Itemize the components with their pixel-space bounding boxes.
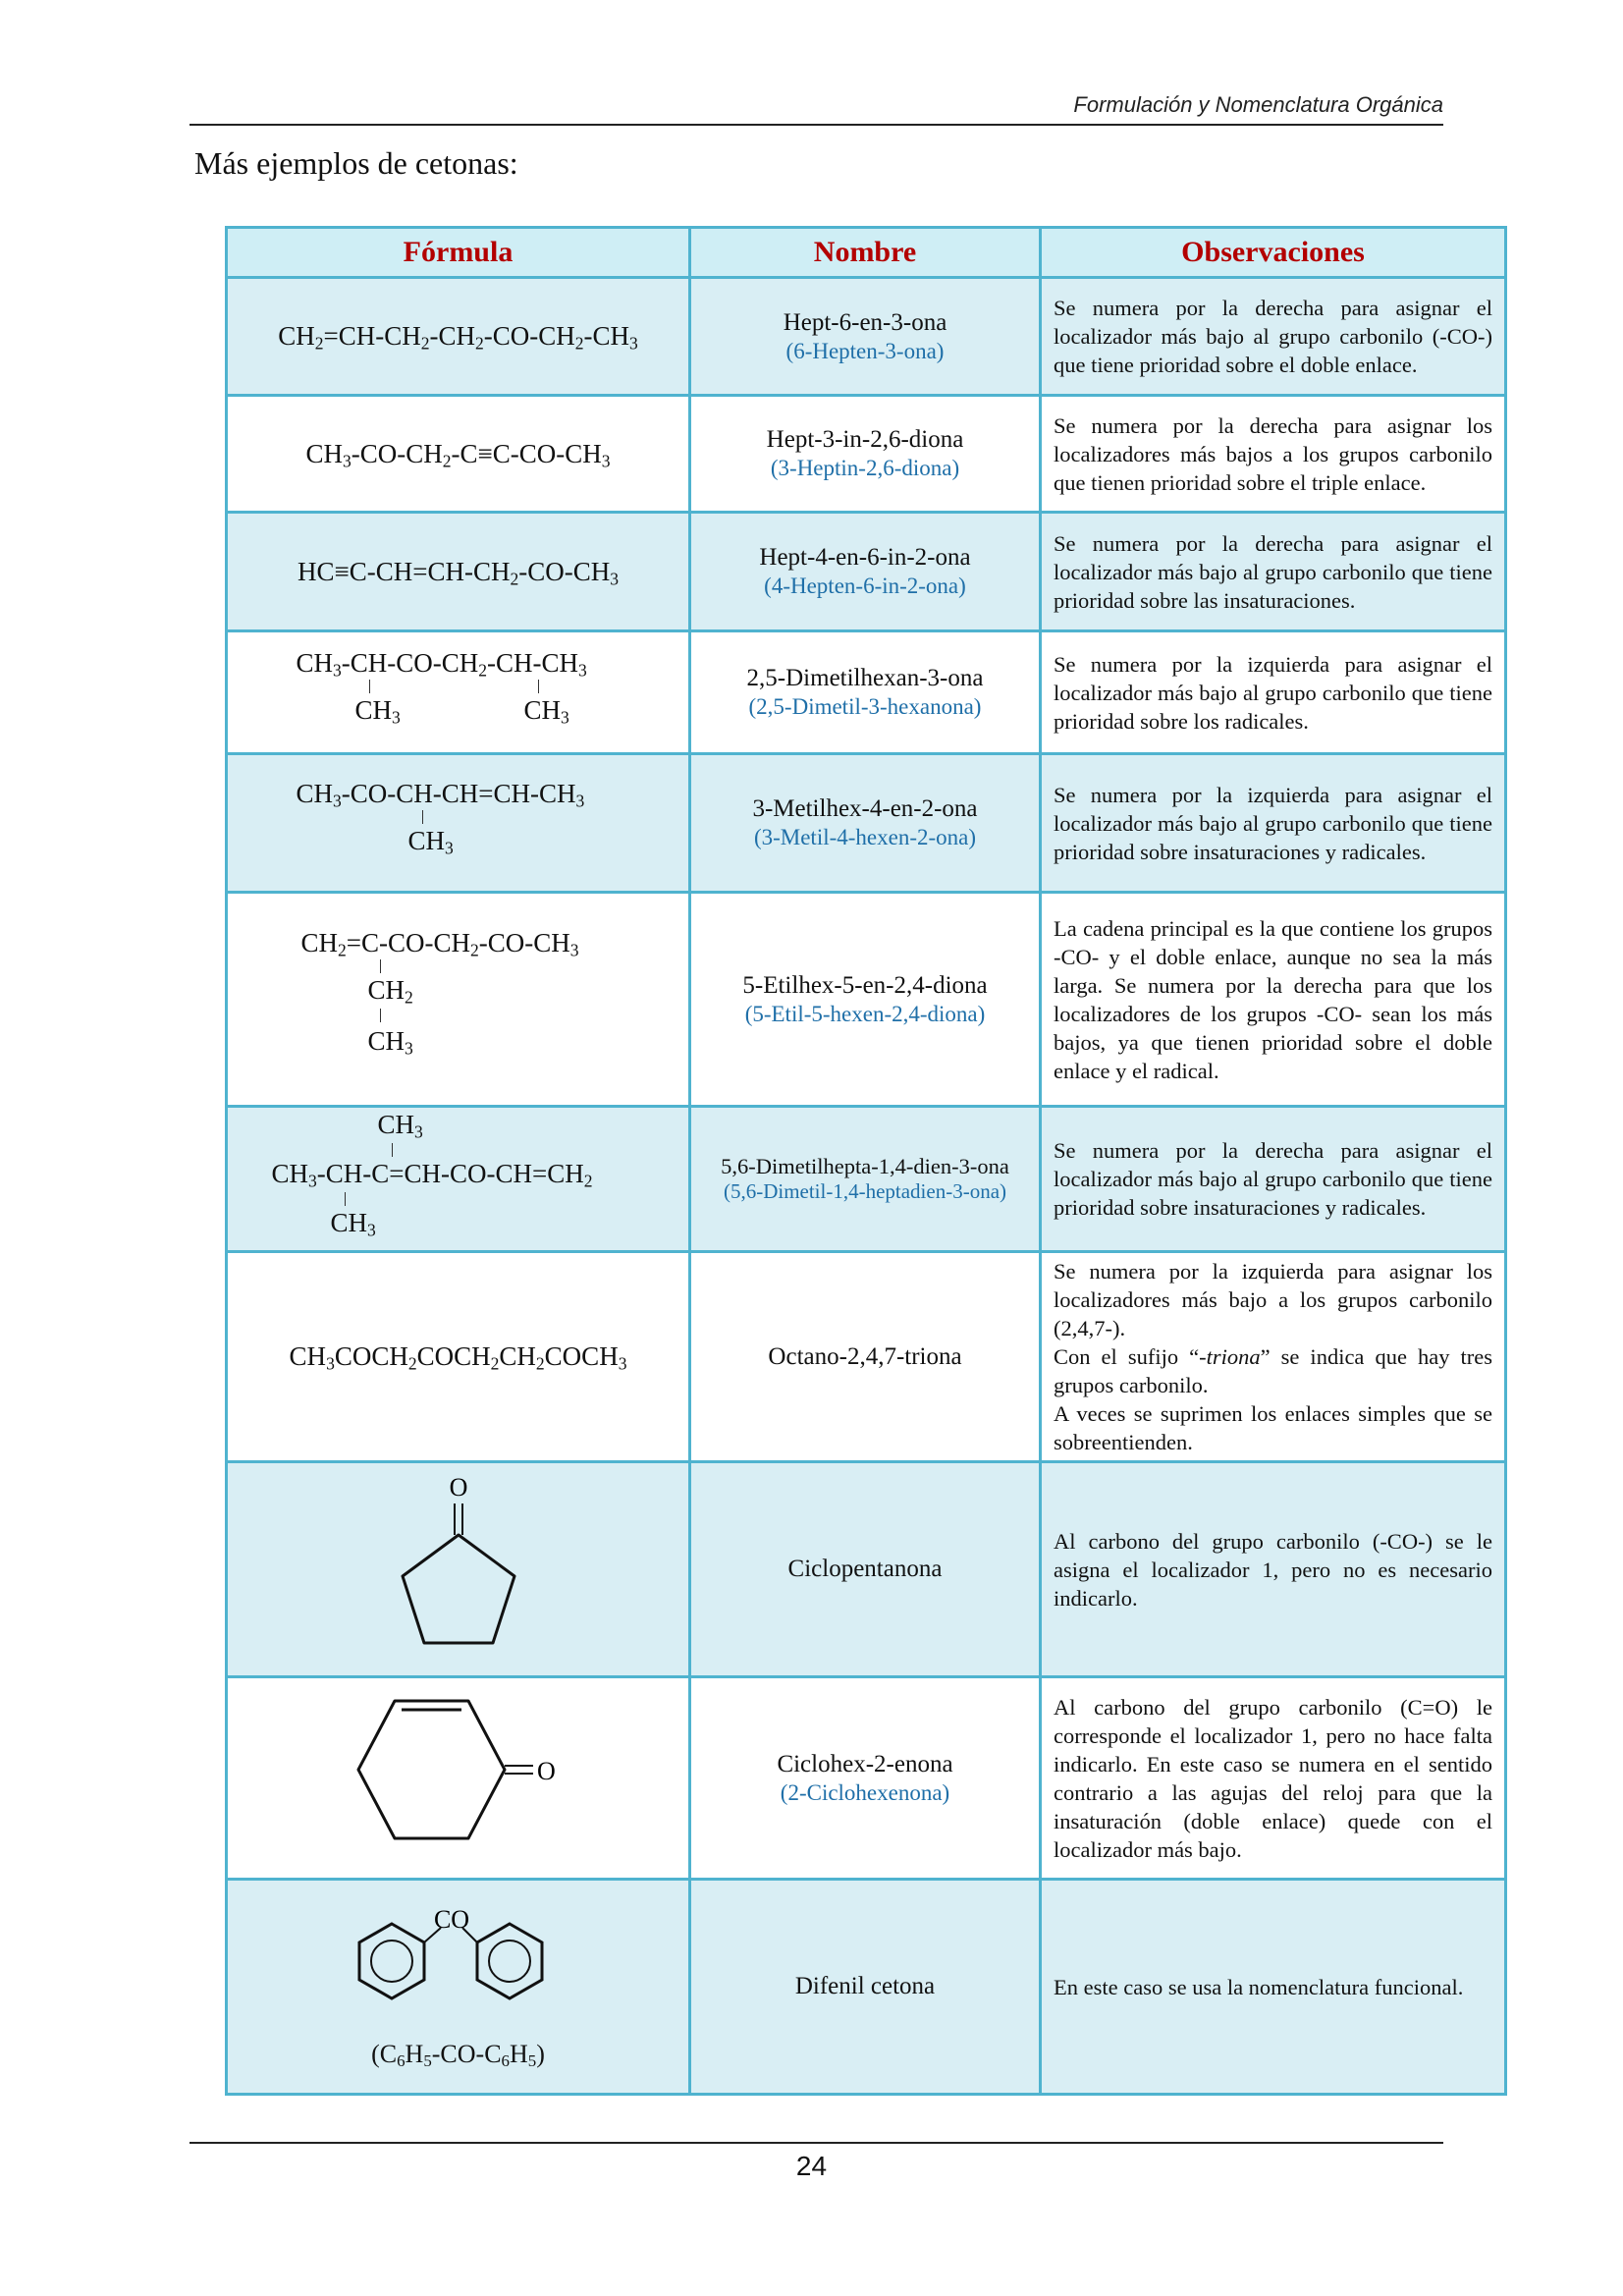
cyclopentanone-structure bbox=[360, 1468, 557, 1665]
footer-rule bbox=[189, 2142, 1443, 2144]
table-header-row bbox=[227, 228, 1506, 278]
formula-cell bbox=[227, 1677, 690, 1880]
iupac-name: 3-Metilhex-4-en-2-ona bbox=[752, 795, 978, 823]
iupac-name: Hept-4-en-6-in-2-ona bbox=[759, 544, 971, 572]
structural-formula: $CH_3-CH-CO-CH_2-CH-CH_3$ $CH_3$ $CH_3$ bbox=[296, 647, 587, 727]
oxygen-label: O bbox=[449, 1472, 467, 1502]
name-cell bbox=[690, 396, 1041, 513]
observation-cell: En este caso se usa la nomenclatura funcional. bbox=[1041, 1880, 1506, 2095]
observation-cell: Al carbono del grupo carbonilo (-CO-) se le asigna el localizador 1, pero no es necesario indicarlo. bbox=[1041, 1462, 1506, 1677]
alt-name: (4-Hepten-6-in-2-ona) bbox=[764, 574, 966, 599]
table-row bbox=[227, 1252, 1506, 1462]
name-cell bbox=[690, 1880, 1041, 2095]
oxygen-label: O bbox=[536, 1757, 556, 1785]
observation-cell: Se numera por la derecha para asignar el localizador más bajo al grupo carbonilo (-CO-) que tiene prioridad sobre el doble enlace. bbox=[1041, 278, 1506, 396]
structural-formula: $CH_2=C-CO-CH_2-CO-CH_3$ $CH_2$ $CH_3$ bbox=[300, 927, 579, 1058]
iupac-name: 5,6-Dimetilhepta-1,4-dien-3-ona bbox=[721, 1154, 1009, 1179]
section-intro: Más ejemplos de cetonas: bbox=[194, 145, 518, 181]
iupac-name: Hept-6-en-3-ona bbox=[783, 308, 947, 336]
table-row bbox=[227, 513, 1506, 631]
formula-cell bbox=[227, 893, 690, 1107]
observation-line: Con el sufijo “ bbox=[1054, 1344, 1200, 1369]
alt-name: (2,5-Dimetil-3-hexanona) bbox=[748, 694, 982, 720]
page-number: 24 bbox=[795, 2151, 828, 2181]
name-cell bbox=[690, 1677, 1041, 1880]
table-row bbox=[227, 1462, 1506, 1677]
suffix-italic: -triona bbox=[1199, 1344, 1261, 1369]
observation-cell: Se numera por la derecha para asignar el localizador más bajo al grupo carbonilo que tiene prioridad sobre insaturaciones y radicales. bbox=[1041, 1107, 1506, 1252]
structural-formula: $CH_2=CH-CH_2-CH_2-CO-CH_2-CH_3$ bbox=[278, 321, 638, 354]
formula-cell bbox=[227, 631, 690, 754]
table-row bbox=[227, 1107, 1506, 1252]
ketones-table bbox=[225, 226, 1507, 2096]
formula-cell bbox=[227, 1107, 690, 1252]
iupac-name: 5-Etilhex-5-en-2,4-diona bbox=[742, 971, 988, 999]
name-cell bbox=[690, 754, 1041, 893]
formula-cell bbox=[227, 1880, 690, 2095]
name-cell bbox=[690, 1252, 1041, 1462]
header-observations: Observaciones bbox=[1041, 228, 1506, 278]
carbonyl-label: CO bbox=[433, 1905, 469, 1934]
name-cell bbox=[690, 513, 1041, 631]
table-row bbox=[227, 754, 1506, 893]
name-cell bbox=[690, 893, 1041, 1107]
name-cell bbox=[690, 1107, 1041, 1252]
structural-formula: $CH_3-CO-CH_2-C\equiv C-CO-CH_3$ bbox=[305, 438, 611, 470]
structural-formula: $CH_3COCH_2COCH_2CH_2COCH_3$ bbox=[289, 1341, 627, 1374]
iupac-name: Hept-3-in-2,6-diona bbox=[766, 426, 964, 454]
iupac-name: 2,5-Dimetilhexan-3-ona bbox=[746, 665, 984, 692]
alt-name: (3-Heptin-2,6-diona) bbox=[770, 456, 960, 481]
observation-cell: Al carbono del grupo carbonilo (C=O) le corresponde el localizador 1, pero no hace falta indicarlo. En este caso se numera en el sentido contrario a las agujas del reloj para que la insaturación (doble enlace) quede con el localizador más bajo. bbox=[1041, 1677, 1506, 1880]
name-cell bbox=[690, 278, 1041, 396]
header-formula: Fórmula bbox=[227, 228, 690, 278]
observation-line: A veces se suprimen los enlaces simples que se sobreentienden. bbox=[1054, 1401, 1492, 1454]
table-row bbox=[227, 631, 1506, 754]
structural-formula: $CH_3$ $CH_3-CH-C=CH-CO-CH=CH_2$ $CH_3$ bbox=[271, 1110, 593, 1240]
benzophenone-structure bbox=[351, 1904, 567, 2012]
name-cell bbox=[690, 1462, 1041, 1677]
observation-cell bbox=[1041, 1252, 1506, 1462]
table-row bbox=[227, 1880, 1506, 2095]
name-cell bbox=[690, 631, 1041, 754]
formula-cell bbox=[227, 1252, 690, 1462]
alt-name: (3-Metil-4-hexen-2-ona) bbox=[753, 825, 977, 850]
formula-cell bbox=[227, 754, 690, 893]
cyclohexenone-structure bbox=[351, 1691, 567, 1858]
formula-cell bbox=[227, 278, 690, 396]
structural-formula: $CH_3-CO-CH-CH=CH-CH_3$ $CH_3$ bbox=[296, 778, 585, 857]
iupac-name: Difenil cetona bbox=[794, 1973, 936, 1999]
formula-cell bbox=[227, 1462, 690, 1677]
table-row bbox=[227, 278, 1506, 396]
alt-name: (5,6-Dimetil-1,4-heptadien-3-ona) bbox=[723, 1179, 1007, 1204]
observation-cell: Se numera por la izquierda para asignar el localizador más bajo al grupo carbonilo que tiene prioridad sobre los radicales. bbox=[1041, 631, 1506, 754]
iupac-name: Ciclopentanona bbox=[787, 1556, 943, 1582]
observation-cell: Se numera por la izquierda para asignar el localizador más bajo al grupo carbonilo que tiene prioridad sobre insaturaciones y radicales. bbox=[1041, 754, 1506, 893]
observation-line: ” se indica que hay tres grupos carbonilo. bbox=[1054, 1344, 1492, 1397]
observation-cell: Se numera por la derecha para asignar los localizadores más bajos a los grupos carbonilo que tienen prioridad sobre el triple enlace. bbox=[1041, 396, 1506, 513]
iupac-name: Octano-2,4,7-triona bbox=[768, 1342, 962, 1370]
observation-line: Se numera por la izquierda para asignar los localizadores más bajo a los grupos carbonilo (2,4,7-). bbox=[1054, 1259, 1492, 1340]
header-name: Nombre bbox=[690, 228, 1041, 278]
alt-name: (2-Ciclohexenona) bbox=[780, 1779, 950, 1805]
table-row bbox=[227, 1677, 1506, 1880]
alt-name: (5-Etil-5-hexen-2,4-diona) bbox=[744, 1001, 986, 1026]
alt-name: (6-Hepten-3-ona) bbox=[785, 338, 945, 363]
condensed-formula: $(C_6H_5-CO-C_6H_5)$ bbox=[371, 2040, 545, 2071]
observation-cell: Se numera por la derecha para asignar el localizador más bajo al grupo carbonilo que tiene prioridad sobre las insaturaciones. bbox=[1041, 513, 1506, 631]
formula-cell bbox=[227, 513, 690, 631]
table-row bbox=[227, 893, 1506, 1107]
table-row bbox=[227, 396, 1506, 513]
structural-formula: $HC\equiv C-CH=CH-CH_2-CO-CH_3$ bbox=[297, 556, 619, 588]
header-rule bbox=[189, 124, 1443, 126]
iupac-name: Ciclohex-2-enona bbox=[777, 1750, 953, 1777]
running-header: Formulación y Nomenclatura Orgánica bbox=[1073, 92, 1443, 117]
observation-cell: La cadena principal es la que contiene los grupos -CO- y el doble enlace, aunque no sea la más larga. Se numera por la derecha para que los localizadores de los grupos -CO- sean los más bajos, ya que tienen prioridad sobre el doble enlace y el radical. bbox=[1041, 893, 1506, 1107]
formula-cell bbox=[227, 396, 690, 513]
